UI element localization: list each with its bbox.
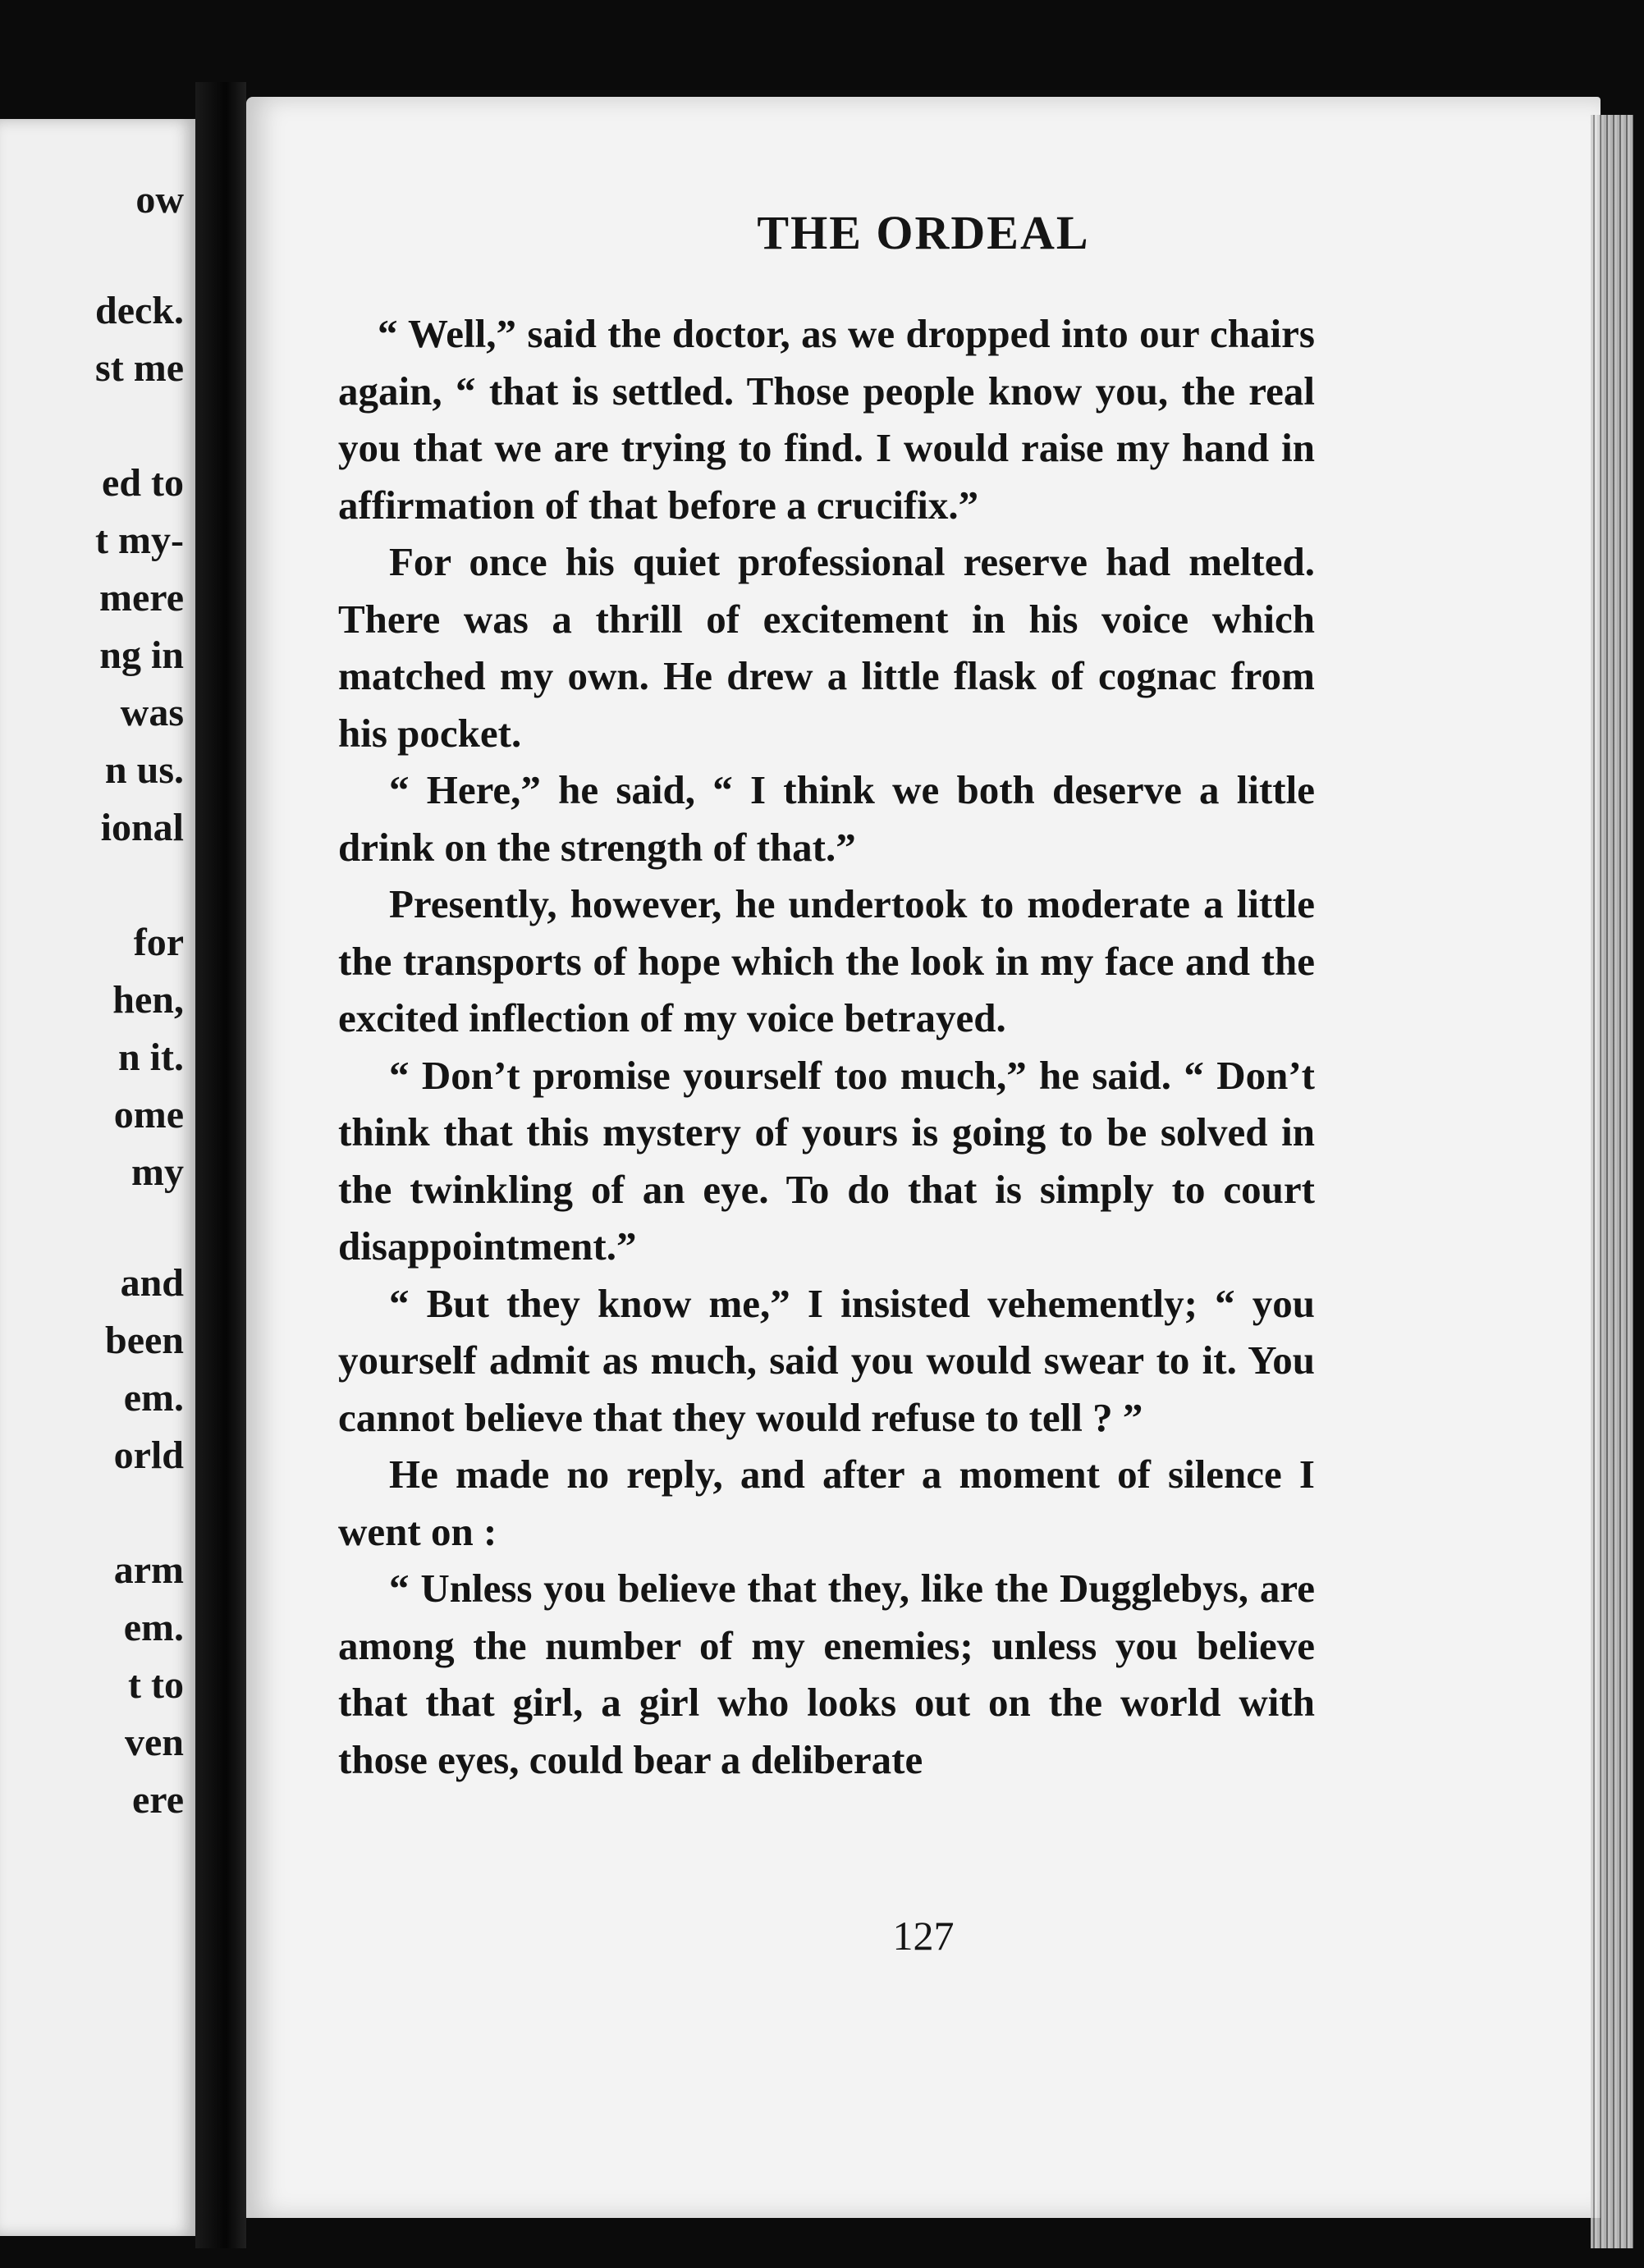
left-page-line: my: [131, 1150, 184, 1194]
left-page-line: n it.: [117, 1036, 184, 1079]
paragraph: “ Here,” he said, “ I think we both deserve a little drink on the strength of that.”: [338, 767, 1315, 870]
left-page-line: was: [120, 691, 184, 734]
previous-page: [0, 119, 195, 2236]
paragraph: “ But they know me,” I insisted vehemently; “ you yourself admit as much, said you would swear to it. You cannot believe that they would refuse to tell ? ”: [338, 1280, 1315, 1440]
left-page-line: ed to: [102, 461, 184, 505]
left-page-line: n us.: [104, 748, 184, 792]
left-page-line: orld: [113, 1434, 184, 1477]
paragraph: For once his quiet professional reserve had melted. There was a thrill of excitement in his voice which matched my own. He drew a little flask of cognac from his pocket.: [338, 539, 1315, 756]
left-page-line: arm: [113, 1548, 184, 1592]
left-page-line: ional: [100, 806, 184, 849]
left-page-line: been: [105, 1319, 184, 1362]
left-page-line: hen,: [112, 978, 184, 1022]
left-page-line: st me: [95, 346, 184, 390]
page-number: 127: [892, 1913, 955, 1959]
running-head: THE ORDEAL: [757, 206, 1090, 259]
left-page-line: em.: [123, 1376, 184, 1420]
paragraph: “ Unless you believe that they, like the Dugglebys, are among the number of my enemies; unless you believe that that girl, a girl who looks out on the world with those eyes, could bear a deliberate: [338, 1566, 1315, 1782]
left-page-line: ng in: [99, 633, 184, 677]
left-page-line: ome: [113, 1093, 184, 1136]
paragraph: “ Don’t promise yourself too much,” he said. “ Don’t think that this mystery of yours is going to be solved in the twinkling of an eye. To do that is simply to court disappointment.”: [338, 1052, 1315, 1269]
body-text: [338, 305, 1315, 1909]
book-spine-gutter: [195, 82, 246, 2248]
left-page-line: deck.: [95, 289, 184, 332]
left-page-line: em.: [123, 1606, 184, 1649]
left-page-line: ven: [125, 1721, 184, 1764]
paragraph: “ Well,” said the doctor, as we dropped into our chairs again, “ that is settled. Those people know you, the real you that we are trying to find. I would raise my hand in affirmation of that before a crucifix.”: [338, 311, 1315, 528]
paragraph: He made no reply, and after a moment of silence I went on :: [338, 1452, 1315, 1554]
left-page-line: mere: [98, 576, 184, 620]
left-page-line: and: [120, 1261, 184, 1305]
left-page-line: ow: [135, 178, 184, 222]
left-page-line: ere: [131, 1778, 184, 1822]
left-page-line: for: [133, 921, 184, 964]
left-page-line: t my-: [95, 519, 184, 562]
left-page-line: t to: [128, 1663, 184, 1707]
paragraph: Presently, however, he undertook to moderate a little the transports of hope which the look in my face and the excited inflection of my voice betrayed.: [338, 881, 1315, 1040]
